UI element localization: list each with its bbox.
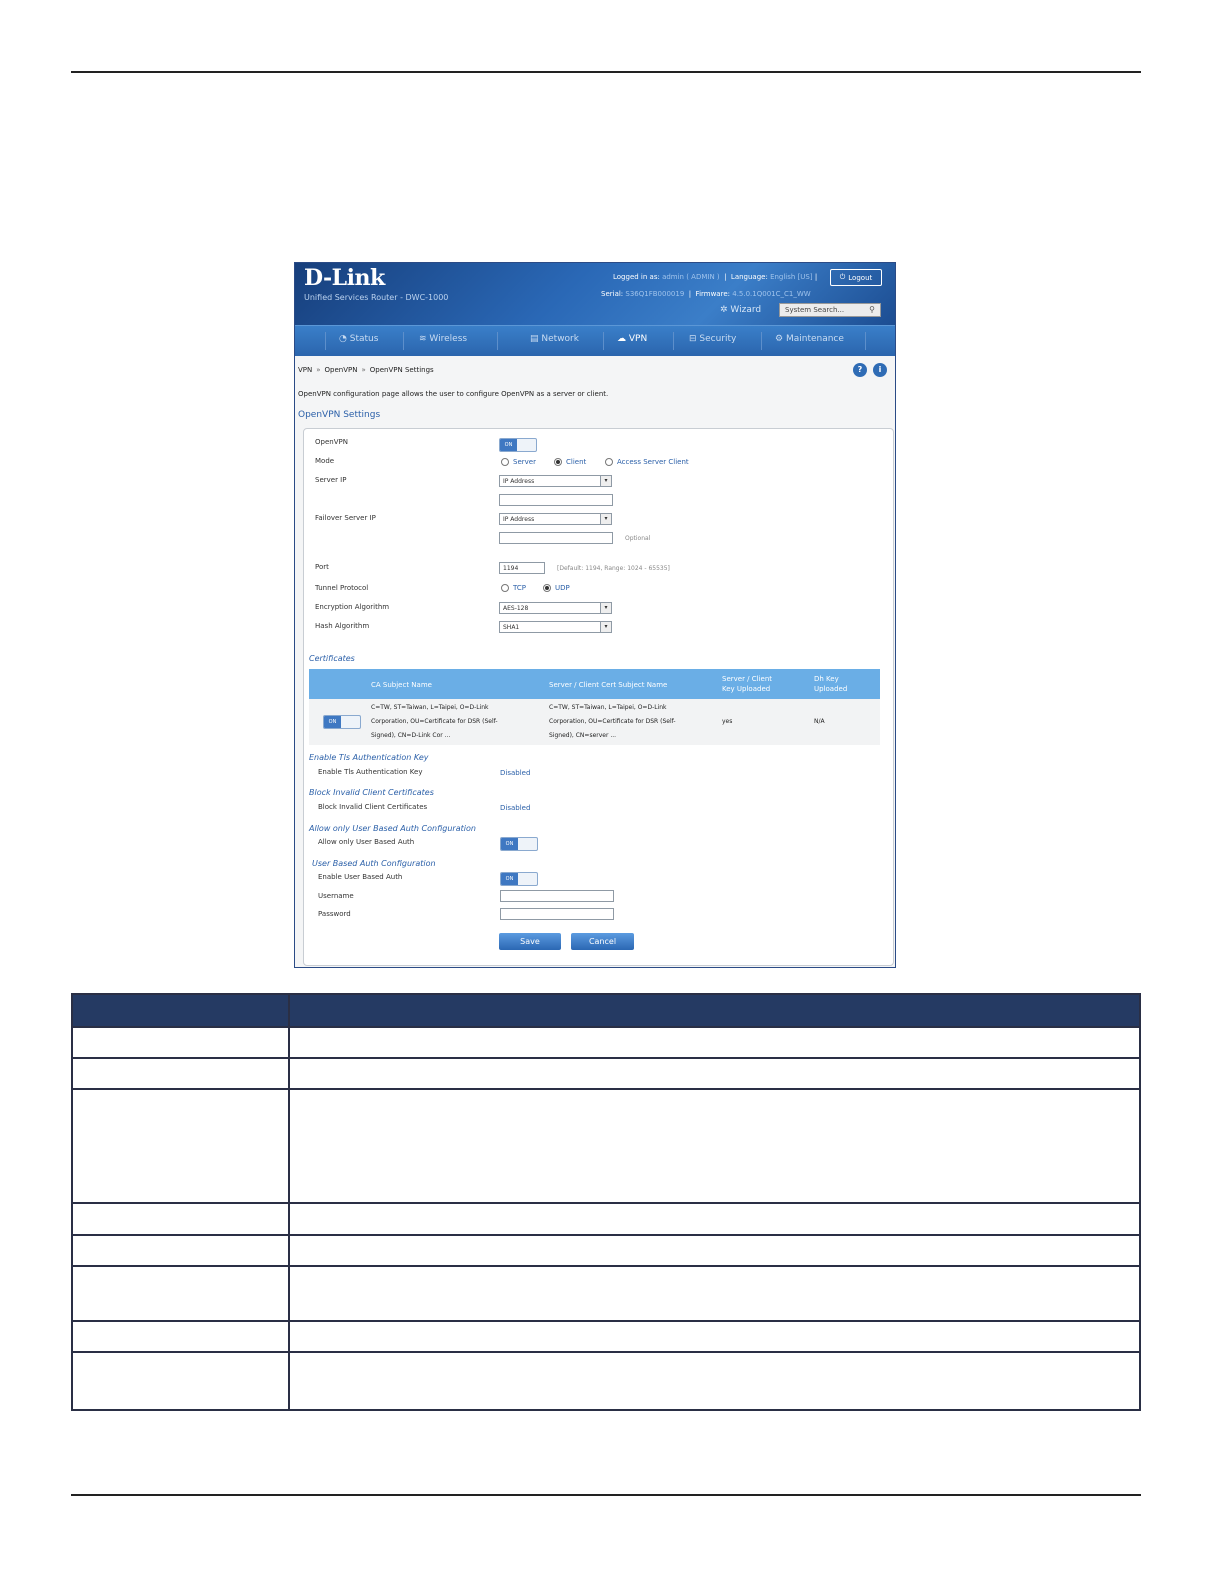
failover-label: Failover Server IP: [315, 514, 376, 522]
gear-icon: ⚙: [775, 334, 784, 344]
chevron-down-icon: ▾: [600, 514, 611, 524]
block-value: Disabled: [500, 804, 531, 812]
tls-title: Enable Tls Authentication Key: [309, 753, 429, 762]
breadcrumb: VPN » OpenVPN » OpenVPN Settings: [298, 366, 434, 374]
failover-type-select[interactable]: IP Address ▾: [499, 513, 612, 525]
bottom-rule: [71, 1494, 1141, 1496]
table-row: [72, 1352, 1140, 1410]
chevron-down-icon: ▾: [600, 603, 611, 613]
port-hint: [Default: 1194, Range: 1024 - 65535]: [557, 565, 670, 572]
username-label: Username: [318, 892, 354, 900]
table-row: [72, 1058, 1140, 1089]
hash-select[interactable]: SHA1 ▾: [499, 621, 612, 633]
serial-info: Serial: S36Q1FB000019 | Firmware: 4.5.0.1Q001C_C1_WW: [601, 290, 811, 298]
wifi-icon: ≋: [419, 334, 427, 344]
product-subtitle: Unified Services Router - DWC-1000: [304, 293, 449, 302]
cert-table-row: ON C=TW, ST=Taiwan, L=Taipei, O=D-Link Corporation, OU=Certificate for DSR (Self- Signed), CN=D-Link Cor ... C=TW, ST=Taiwan, L=Taipei, O=D-Link Corporation, OU=Certificate for DSR (Self- Signed), CN=server ... yes N/A: [309, 699, 880, 745]
tunnel-label: Tunnel Protocol: [315, 584, 369, 592]
encryption-label: Encryption Algorithm: [315, 603, 390, 611]
certificates-title: Certificates: [309, 654, 355, 663]
section-title: OpenVPN Settings: [298, 410, 381, 420]
language-selector[interactable]: English [US]: [770, 273, 813, 281]
password-label: Password: [318, 910, 351, 918]
cloud-icon: ☁: [617, 334, 626, 344]
port-input[interactable]: 1194: [499, 562, 545, 574]
nav-network[interactable]: ▤ Network: [530, 334, 579, 344]
table-header: [72, 994, 1140, 1027]
uba-label: Enable User Based Auth: [318, 873, 403, 881]
mode-access-radio[interactable]: Access Server Client: [605, 458, 689, 466]
logged-in-user: admin ( ADMIN ): [662, 273, 720, 281]
search-icon: ⚲: [869, 305, 875, 314]
allow-label: Allow only User Based Auth: [318, 838, 415, 846]
power-icon: ⏻: [839, 273, 846, 281]
lock-icon: ⊟: [689, 334, 697, 344]
network-icon: ▤: [530, 334, 539, 344]
wand-icon: ✲: [720, 305, 728, 315]
table-row: [72, 1235, 1140, 1266]
logout-button[interactable]: ⏻ Logout: [830, 269, 882, 286]
cert-table-header: CA Subject Name Server / Client Cert Subject Name Server / Client Key Uploaded Dh Key Uploaded: [309, 669, 880, 699]
cert-toggle[interactable]: ON: [323, 715, 361, 729]
cancel-button[interactable]: Cancel: [571, 933, 634, 950]
wizard-link[interactable]: ✲ Wizard: [720, 305, 762, 315]
help-icon[interactable]: ?: [853, 363, 867, 377]
tunnel-tcp-radio[interactable]: TCP: [501, 584, 526, 592]
dlink-logo: D-Link: [304, 265, 385, 291]
nav-wireless[interactable]: ≋ Wireless: [419, 334, 468, 344]
router-screenshot: [294, 262, 896, 968]
main-nav: [295, 325, 895, 356]
mode-client-radio[interactable]: Client: [554, 458, 586, 466]
gauge-icon: ◔: [339, 334, 347, 344]
block-title: Block Invalid Client Certificates: [309, 788, 434, 797]
table-row: [72, 1027, 1140, 1058]
tls-label: Enable Tls Authentication Key: [318, 768, 423, 776]
breadcrumb-openvpn[interactable]: OpenVPN: [324, 366, 358, 374]
table-row: [72, 1266, 1140, 1321]
info-icon[interactable]: i: [873, 363, 887, 377]
password-input[interactable]: [500, 908, 614, 920]
table-row: [72, 1203, 1140, 1235]
openvpn-label: OpenVPN: [315, 438, 348, 446]
breadcrumb-current: OpenVPN Settings: [369, 366, 434, 374]
chevron-down-icon: ▾: [600, 476, 611, 486]
server-ip-input[interactable]: [499, 494, 613, 506]
openvpn-toggle[interactable]: ON: [499, 438, 537, 452]
field-description-table: [71, 993, 1141, 1411]
tunnel-udp-radio[interactable]: UDP: [543, 584, 570, 592]
uba-toggle[interactable]: ON: [500, 872, 538, 886]
nav-security[interactable]: ⊟ Security: [689, 334, 737, 344]
optional-hint: Optional: [625, 535, 651, 542]
username-input[interactable]: [500, 890, 614, 902]
failover-ip-input[interactable]: [499, 532, 613, 544]
chevron-down-icon: ▾: [600, 622, 611, 632]
port-label: Port: [315, 563, 329, 571]
allow-title: Allow only User Based Auth Configuration: [309, 824, 476, 833]
tls-value: Disabled: [500, 769, 531, 777]
header-bar: [295, 263, 895, 325]
nav-status[interactable]: ◔ Status: [339, 334, 379, 344]
page-description: OpenVPN configuration page allows the user to configure OpenVPN as a server or client.: [298, 390, 609, 398]
nav-vpn[interactable]: ☁ VPN: [617, 334, 648, 344]
server-ip-label: Server IP: [315, 476, 347, 484]
system-search-input[interactable]: System Search... ⚲: [779, 303, 881, 317]
encryption-select[interactable]: AES-128 ▾: [499, 602, 612, 614]
server-ip-type-select[interactable]: IP Address ▾: [499, 475, 612, 487]
nav-maintenance[interactable]: ⚙ Maintenance: [775, 334, 844, 344]
table-row: [72, 1321, 1140, 1352]
hash-label: Hash Algorithm: [315, 622, 370, 630]
allow-toggle[interactable]: ON: [500, 837, 538, 851]
block-label: Block Invalid Client Certificates: [318, 803, 428, 811]
mode-label: Mode: [315, 457, 335, 465]
save-button[interactable]: Save: [499, 933, 561, 950]
uba-title: User Based Auth Configuration: [312, 859, 436, 868]
logged-in-info: Logged in as: admin ( ADMIN ) | Language: English [US] |: [613, 273, 818, 281]
top-rule: [71, 71, 1141, 73]
table-row: [72, 1089, 1140, 1203]
breadcrumb-vpn[interactable]: VPN: [298, 366, 313, 374]
mode-server-radio[interactable]: Server: [501, 458, 536, 466]
